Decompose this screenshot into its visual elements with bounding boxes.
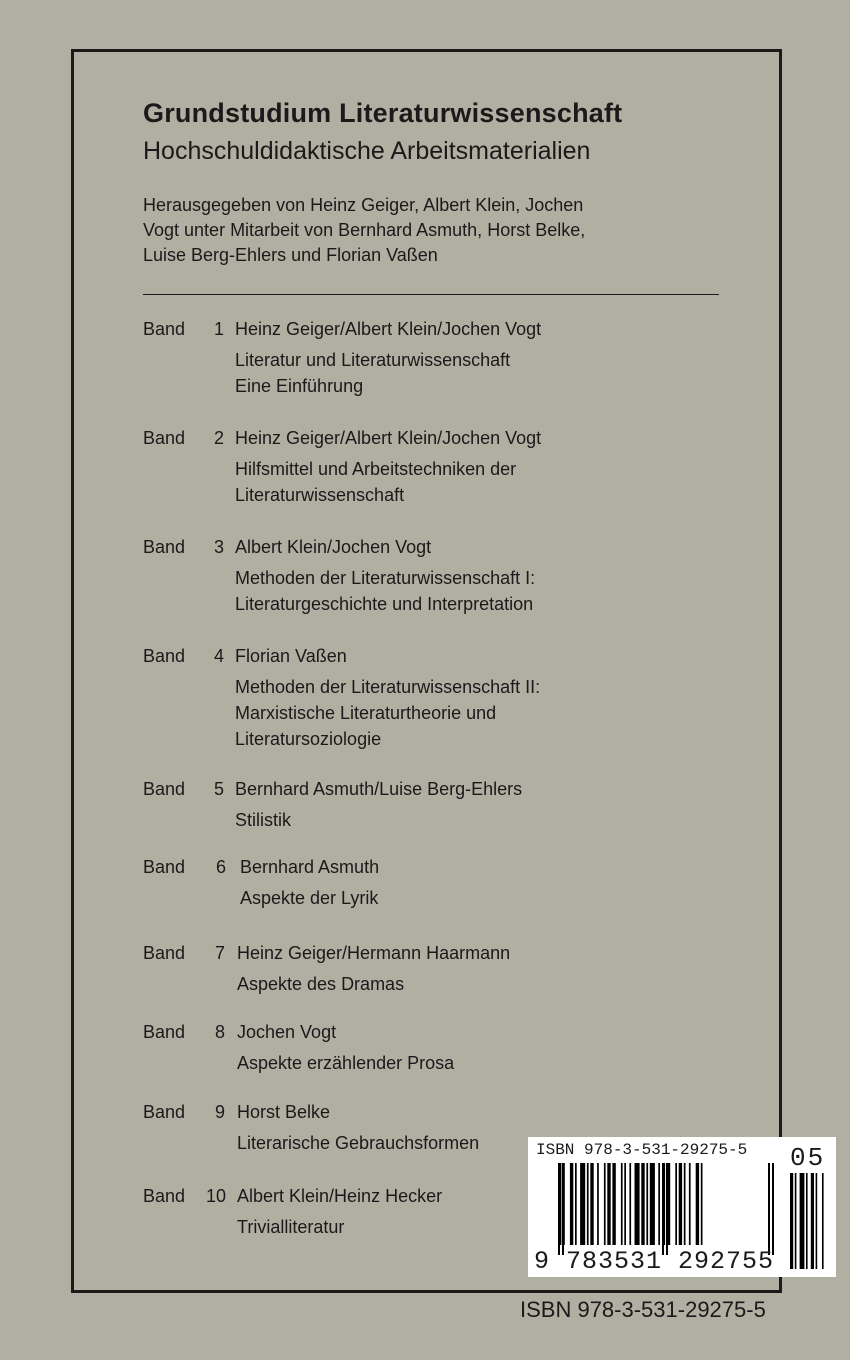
volume-label: Band [143,1022,186,1042]
barcode-bar [675,1163,677,1245]
barcode-bar [607,1163,610,1245]
volume-authors: Heinz Geiger/Albert Klein/Jochen Vogt [235,319,542,339]
barcode-bar [816,1173,818,1269]
volume-label: Band [143,1102,186,1122]
barcode-digits: 9 783531 292755 [534,1247,775,1276]
volume-work [237,1214,344,1240]
volume-work [235,807,291,833]
barcode-bar [635,1163,640,1245]
barcode-bar [772,1163,774,1255]
barcode-bar [790,1173,793,1269]
barcode-bar [701,1163,703,1245]
volume-work-line: Eine Einführung [235,376,364,396]
volume-number: 1 [213,319,224,339]
volume-label: Band [143,943,186,963]
volume-label: Band [143,779,186,799]
barcode-bar [811,1173,814,1269]
volume-label: Band [143,1186,186,1206]
volume-number: 4 [213,646,224,666]
volume-work-line: Aspekte des Dramas [237,974,405,994]
volume-authors: Albert Klein/Jochen Vogt [235,537,432,557]
volume-authors: Horst Belke [237,1102,331,1122]
volume-authors: Heinz Geiger/Hermann Haarmann [237,943,511,963]
barcode-bar [679,1163,682,1245]
volume-work-line: Marxistische Literaturtheorie und [235,703,497,723]
barcode-bar [822,1173,824,1269]
volume-label: Band [143,857,186,877]
volume-number: 7 [214,943,225,963]
barcode-bar [590,1163,593,1245]
barcode-bar [641,1163,644,1245]
volume-work [235,347,510,399]
barcode-bar [587,1163,589,1245]
volume-work-line: Stilistik [235,810,292,830]
editors-line: Herausgegeben von Heinz Geiger, Albert Klein, Jochen [143,195,584,215]
volume-number: 8 [214,1022,225,1042]
barcode-bar [806,1173,808,1269]
volume-work-line: Literaturgeschichte und Interpretation [235,594,534,614]
volume-work [240,885,378,911]
barcode-bar [580,1163,585,1245]
volume-work-line: Aspekte erzählender Prosa [237,1053,455,1073]
volume-work-line: Literaturwissenschaft [235,485,405,505]
volume-label: Band [143,319,186,339]
volume-work-line: Literarische Gebrauchsformen [237,1133,480,1153]
volume-work [237,1050,454,1076]
barcode-bar [662,1163,664,1255]
volume-number: 10 [205,1186,226,1206]
barcode-bar [684,1163,686,1245]
barcode-bar [650,1163,655,1245]
barcode-bar [575,1163,577,1245]
barcode [528,1137,836,1277]
barcode-bar [800,1173,805,1269]
volume-authors: Bernhard Asmuth [240,857,380,877]
series-title: Grundstudium Literaturwissenschaft [143,98,623,128]
volume-label: Band [143,646,186,666]
volume-work [235,674,540,752]
barcode-bar [624,1163,626,1245]
barcode-isbn-label: ISBN 978-3-531-29275-5 [536,1141,748,1159]
divider [143,294,719,295]
volume-number: 5 [213,779,224,799]
editors-line: Luise Berg-Ehlers und Florian Vaßen [143,245,438,265]
volume-work-line: Aspekte der Lyrik [240,888,379,908]
isbn-footer: ISBN 978-3-531-29275-5 [520,1297,766,1322]
volume-authors: Heinz Geiger/Albert Klein/Jochen Vogt [235,428,542,448]
volume-work-line: Methoden der Literaturwissenschaft II: [235,677,541,697]
volume-authors: Bernhard Asmuth/Luise Berg-Ehlers [235,779,523,799]
barcode-bar [621,1163,623,1245]
barcode-bar [612,1163,615,1245]
barcode-bar [689,1163,691,1245]
barcode-bar [597,1163,599,1245]
barcode-bar [558,1163,560,1255]
volume-label: Band [143,428,186,448]
barcode-bar [795,1173,797,1269]
volume-authors: Albert Klein/Heinz Hecker [237,1186,443,1206]
volume-work [235,456,516,508]
volume-number: 3 [213,537,224,557]
barcode-bar [696,1163,699,1245]
volume-authors: Jochen Vogt [237,1022,337,1042]
barcode-bar [768,1163,770,1255]
volume-label: Band [143,537,186,557]
volume-work-line: Methoden der Literaturwissenschaft I: [235,568,536,588]
barcode-bar [629,1163,631,1245]
volume-work-line: Hilfsmittel und Arbeitstechniken der [235,459,517,479]
barcode-addon-number: 05 [790,1143,826,1173]
volume-number: 2 [213,428,224,448]
series-subtitle: Hochschuldidaktische Arbeitsmaterialien [143,137,591,165]
barcode-bar [666,1163,668,1255]
volume-authors: Florian Vaßen [235,646,347,666]
editors-note [143,193,703,268]
volume-number: 6 [215,857,226,877]
volume-work-line: Literatursoziologie [235,729,382,749]
volume-work [237,1130,479,1156]
editors-line: Vogt unter Mitarbeit von Bernhard Asmuth, Horst Belke, [143,220,586,240]
barcode-bar [658,1163,660,1245]
barcode-bar [604,1163,606,1245]
volume-work [235,565,535,617]
barcode-bar [646,1163,648,1245]
barcode-bar [570,1163,573,1245]
volume-work [237,971,404,997]
volume-work-line: Literatur und Literaturwissenschaft [235,350,511,370]
volume-number: 9 [214,1102,225,1122]
volume-work-line: Trivialliteratur [237,1217,345,1237]
barcode-bar [562,1163,564,1255]
